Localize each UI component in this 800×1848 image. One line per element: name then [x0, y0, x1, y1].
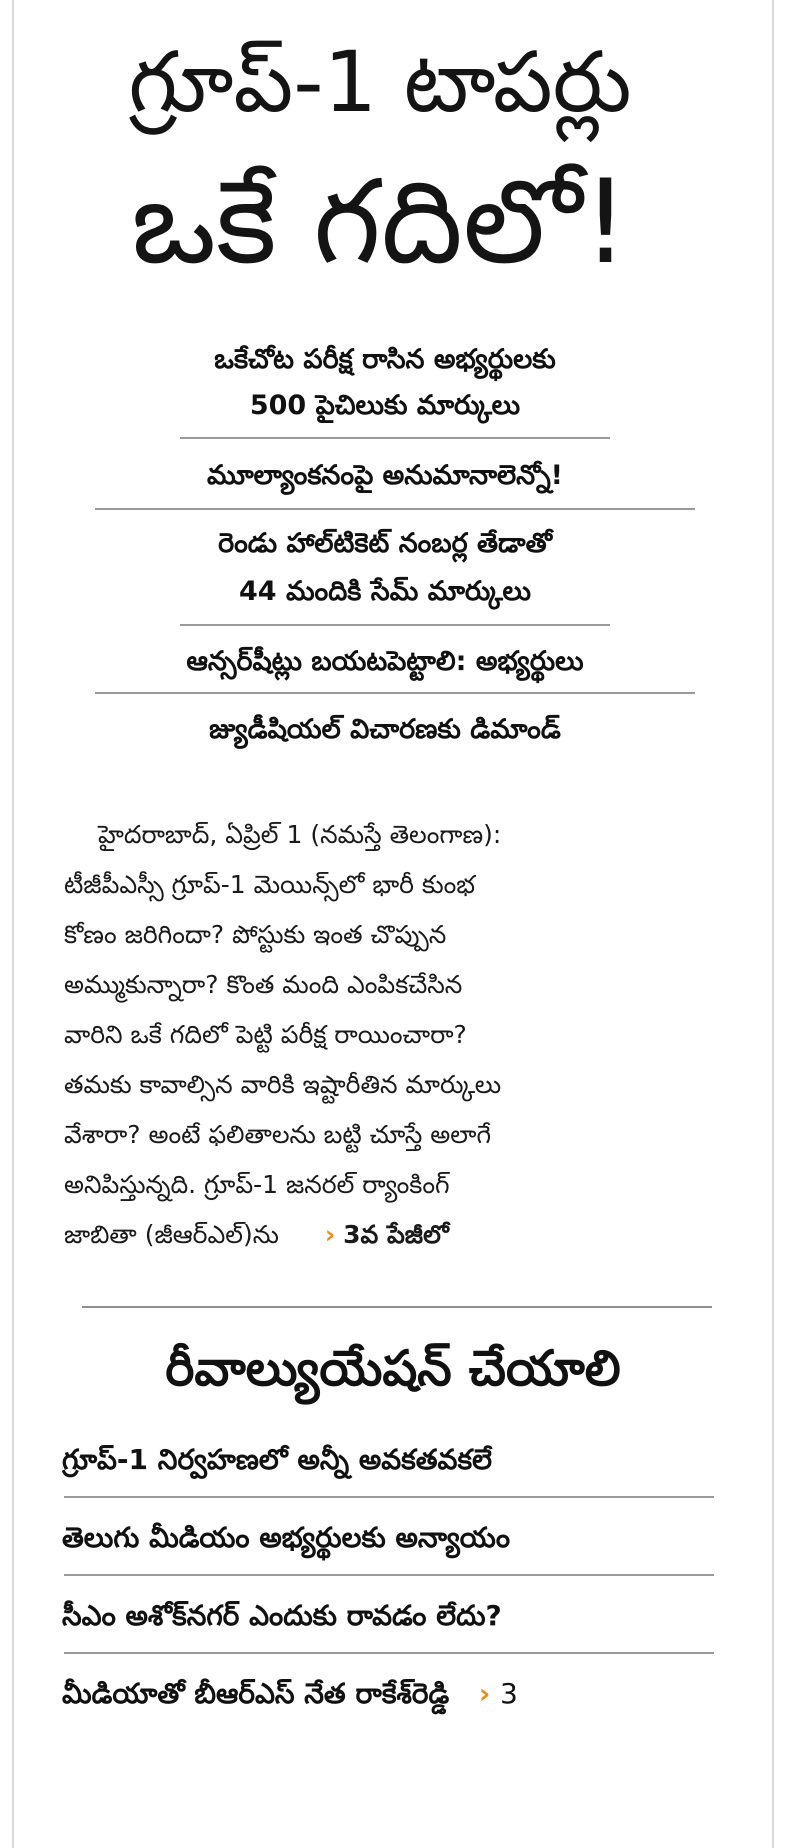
body-line-7: వేశారా? అంటే ఫలితాలను బట్టి చూస్తే అలాగే: [64, 1120, 492, 1149]
second-story-sub-3: సీఎం అశోక్‌నగర్‌ ఎందుకు రావడం లేదు?: [62, 1599, 502, 1632]
deck-line-3: మూల్యాంకనంపై అనుమానాలెన్నో!: [207, 460, 563, 491]
body-last-text: జాబితా (జీఆర్‌ఎల్‌)ను: [64, 1220, 279, 1249]
second-story-sub-4: [62, 1677, 722, 1710]
main-headline-line-2: ఒకే గదిలో!: [131, 155, 629, 290]
page-reference[interactable]: 3: [500, 1677, 518, 1710]
body-line-6: తమకు కావాల్సిన వారికి ఇష్టారీతిన మార్కులు: [64, 1070, 502, 1099]
deck-rule: [180, 624, 610, 626]
column-rule-left: [12, 0, 14, 1848]
sub-rule: [64, 1652, 714, 1654]
chevron-right-icon: ›: [324, 1220, 336, 1249]
body-line-5: వారిని ఒకే గదిలో పెట్టి పరీక్ష రాయించారా?: [64, 1020, 467, 1049]
deck-line-1: ఒకేచోట పరీక్ష రాసిన అభ్యర్థులకు: [214, 344, 556, 375]
body-line-9: [64, 1222, 724, 1247]
second-story-sub-4-text: మీడియాతో బీఆర్‌ఎస్‌ నేత రాకేశ్‌రెడ్డి: [62, 1677, 450, 1710]
deck-line-2: 500 పైచిలుకు మార్కులు: [249, 390, 521, 421]
body-line-1: హైదరాబాద్‌, ఏప్రిల్‌ 1 (నమస్తే తెలంగాణ):: [98, 820, 502, 849]
deck-line-6: ఆన్సర్‌షీట్లు బయటపెట్టాలి: అభ్యర్థులు: [186, 646, 584, 677]
chevron-right-icon: ›: [478, 1677, 491, 1710]
main-headline-line-1: గ్రూప్‌-1 టాపర్లు: [128, 33, 632, 131]
sub-rule: [64, 1574, 714, 1576]
second-story-sub-2: తెలుగు మీడియం అభ్యర్థులకు అన్యాయం: [62, 1521, 511, 1554]
deck-line-7: జ్యుడీషియల్‌ విచారణకు డిమాండ్‌: [209, 714, 561, 745]
deck-rule: [95, 508, 695, 510]
continued-on-page-link[interactable]: 3వ పేజీలో: [343, 1220, 449, 1249]
body-line-2: టీజీపీఎస్సీ గ్రూప్‌-1 మెయిన్స్‌లో భారీ కుంభ: [64, 870, 476, 899]
deck-line-4: రెండు హాల్‌టికెట్‌ నంబర్ల తేడాతో: [218, 528, 552, 559]
body-line-4: అమ్ముకున్నారా? కొంత మంది ఎంపికచేసిన: [64, 970, 463, 999]
sub-rule: [64, 1496, 714, 1498]
second-story-headline: రీవాల్యుయేషన్‌ చేయాలి: [165, 1340, 621, 1397]
story-separator: [82, 1306, 712, 1308]
deck-line-5: 44 మందికి సేమ్‌ మార్కులు: [238, 576, 531, 607]
body-line-3: కోణం జరిగిందా? పోస్టుకు ఇంత చొప్పున: [64, 920, 447, 949]
deck-rule: [180, 437, 610, 439]
second-story-sub-1: గ్రూప్‌-1 నిర్వహణలో అన్నీ అవకతవకలే: [62, 1443, 492, 1476]
deck-rule: [95, 692, 695, 694]
body-line-8: అనిపిస్తున్నది. గ్రూప్‌-1 జనరల్‌ ర్యాంకింగ్‌: [64, 1170, 450, 1199]
column-rule-right: [772, 0, 774, 1848]
